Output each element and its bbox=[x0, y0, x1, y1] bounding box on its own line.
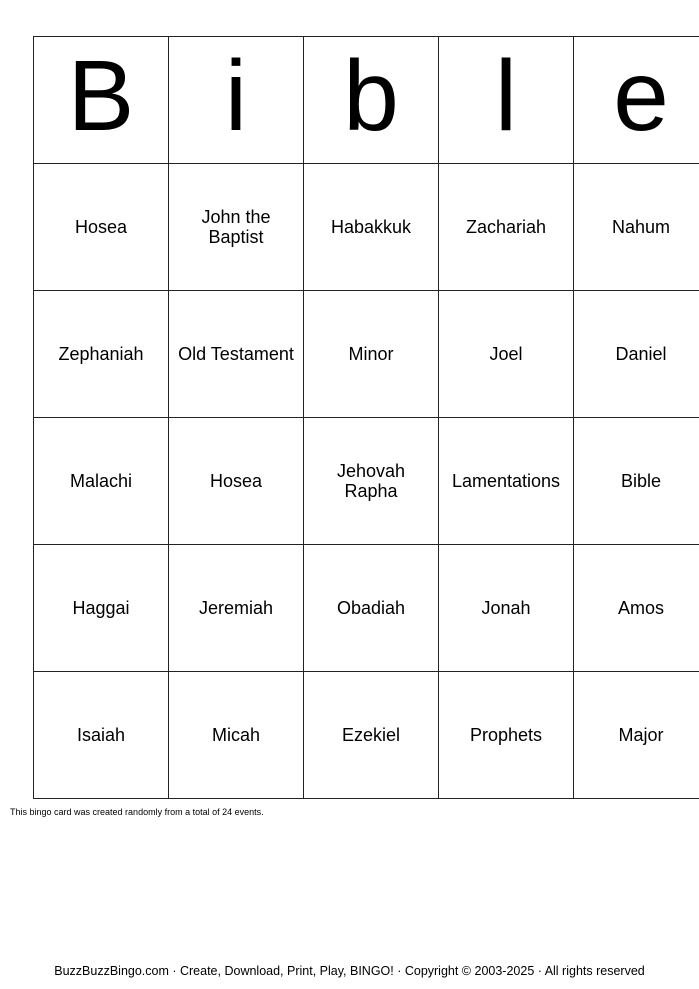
bingo-cell: Obadiah bbox=[304, 545, 439, 672]
bingo-cell: Jehovah Rapha bbox=[304, 418, 439, 545]
bingo-cell: Minor bbox=[304, 291, 439, 418]
page-footer: BuzzBuzzBingo.com · Create, Download, Print, Play, BINGO! · Copyright © 2003-2025 · All rights reserved bbox=[54, 964, 645, 978]
bingo-row bbox=[34, 291, 699, 418]
bingo-cell: Lamentations bbox=[439, 418, 574, 545]
bingo-cell: Old Testament bbox=[169, 291, 304, 418]
header-letter-cell bbox=[439, 37, 574, 164]
bingo-cell: Jeremiah bbox=[169, 545, 304, 672]
bingo-cell: Major bbox=[574, 672, 699, 799]
header-letter-cell bbox=[169, 37, 304, 164]
header-letter-cell bbox=[34, 37, 169, 164]
bingo-cell: Ezekiel bbox=[304, 672, 439, 799]
bingo-cell: John the Baptist bbox=[169, 164, 304, 291]
bingo-cell: Malachi bbox=[34, 418, 169, 545]
bingo-row bbox=[34, 672, 699, 799]
bingo-cell: Joel bbox=[439, 291, 574, 418]
bingo-cell: Micah bbox=[169, 672, 304, 799]
bingo-row bbox=[34, 164, 699, 291]
bingo-cell: Habakkuk bbox=[304, 164, 439, 291]
bingo-row bbox=[34, 545, 699, 672]
bingo-row bbox=[34, 418, 699, 545]
header-letter: i bbox=[224, 40, 248, 152]
header-letter: l bbox=[494, 40, 518, 152]
header-letter: b bbox=[343, 40, 399, 152]
bingo-cell: Bible bbox=[574, 418, 699, 545]
bingo-cell: Prophets bbox=[439, 672, 574, 799]
generation-note: This bingo card was created randomly from a total of 24 events. bbox=[10, 807, 264, 817]
header-row bbox=[34, 37, 699, 164]
bingo-cell: Zephaniah bbox=[34, 291, 169, 418]
header-letter-cell bbox=[304, 37, 439, 164]
bingo-cell: Amos bbox=[574, 545, 699, 672]
bingo-cell: Haggai bbox=[34, 545, 169, 672]
bingo-cell: Jonah bbox=[439, 545, 574, 672]
bingo-cell: Zachariah bbox=[439, 164, 574, 291]
bingo-card bbox=[33, 36, 699, 799]
header-letter: B bbox=[67, 40, 135, 152]
bingo-cell: Nahum bbox=[574, 164, 699, 291]
bingo-cell: Hosea bbox=[34, 164, 169, 291]
bingo-cell: Hosea bbox=[169, 418, 304, 545]
bingo-cell: Daniel bbox=[574, 291, 699, 418]
header-letter: e bbox=[613, 40, 669, 152]
header-letter-cell bbox=[574, 37, 699, 164]
bingo-cell: Isaiah bbox=[34, 672, 169, 799]
